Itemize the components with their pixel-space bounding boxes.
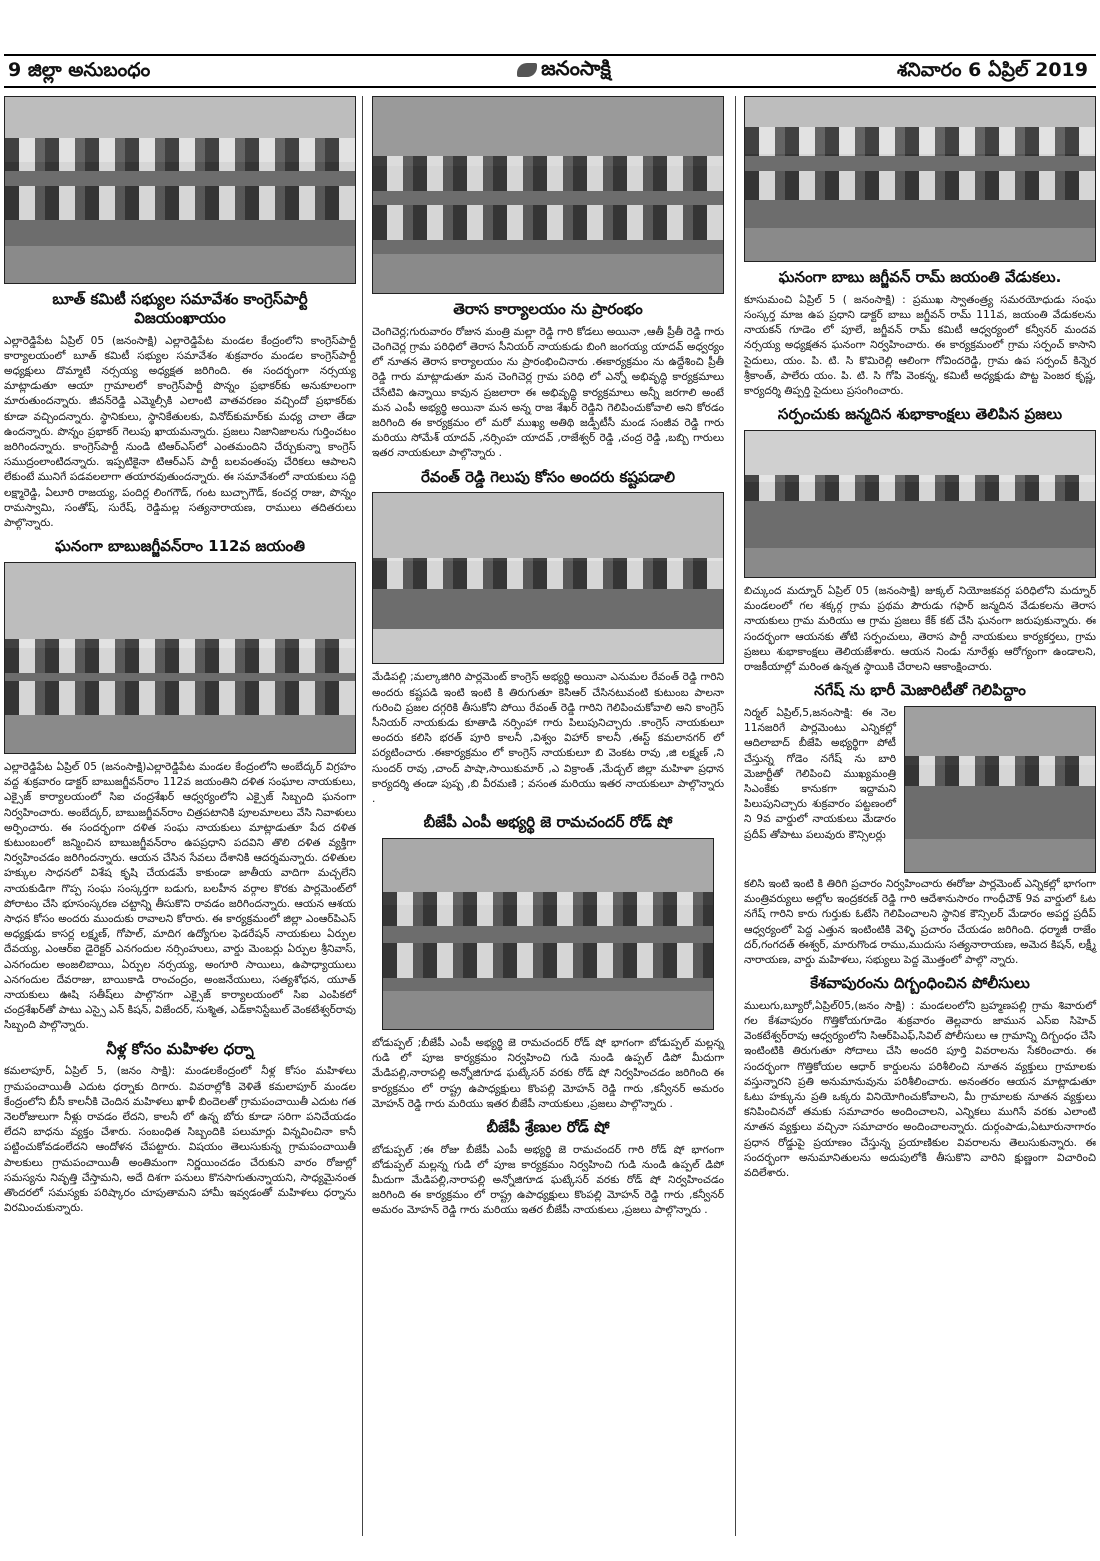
photo-booth-committee-meeting (4, 96, 356, 284)
article-body: మేడిపల్లి ;మల్కాజిగిరి పార్లమెంట్ కాంగ్రెస్ అభ్యర్థి అయినా ఎనుమల రేవంత్ రెడ్డి గారిని అందరు కష్టపడి ఇంటి ఇంటి కి తిరుగుతూ కెసిఆర్ చేసినటువంటి కుటుంబ పాలనా గురించి ప్రజల దగ్గరికి తీసుకోని పోయి రేవంత్ రెడ్డి గారిని గెలిపించుకోవాలి అని కాంగ్రెస్ సీనియర్ నాయకుడు కూతాడి నర్సింహా గారు పిలుపునిచ్చారు .కాంగ్రెస్ నాయకులూ అందరు కలిసి భరత్ పూరి కాలనీ ,విశ్వం విహార్ కాలనీ ,ఈస్ట్ కమలానగర్ లో పర్యటించారు .ఈకార్యక్రమం లో కాంగ్రెస్ నాయకులూ బి వెంకట రావు ,జి లక్ష్మణ్ ,ని సుందర్ రావు ,చాంద్ పాషా,సాయికుమార్ ,ఎ విక్రాంత్ ,మేడ్చల్ జిల్లా మహిళా ప్రధాన కార్యదర్శి తండా పుష్ప ,బి వీరమణి ; వసంత మరియు ఇతర నాయకులూ పాల్గొన్నారు . (372, 671, 724, 805)
article-body-wrap: నిర్మల్ ఏప్రిల్,5,జనంసాక్షి: ఈ నెల 11నజరిగే పార్లమెంటు ఎన్నికల్లో ఆదిలాబాద్ బీజేపి అభ్యర్థిగా పోటీ చేస్తున్న గోడెం నగేష్ ను బారి మెజార్టీతో గెలిపించి ముఖ్యమంత్రి సిఎంకేకు కానుకగా ఇద్దామని పిలుపునిచ్చారు శుక్రవారం పట్టణంలో ని 9వ వార్డులో నాయకులు మేడారం ప్రదీప్ తోపాటు పలువురు కౌన్సిలర్లు (744, 706, 896, 841)
headline: రేవంత్ రెడ్డి గెలుపు కోసం అందరు కష్టపడాలి (421, 467, 675, 486)
photo-babu-jagjivan-ram-event (744, 96, 1096, 262)
column-1 (4, 96, 356, 1220)
article-body: చెంగిచెర్ల;గురువారం రోజున మంత్రి మల్లా రెడ్డి గారి కోడలు అయినా ,ఆతీ ప్రీతీ రెడ్డి గారు చెంగిచెర్ల గ్రామ పరిధిలో తెరాస సీనియర్ నాయకుడు బింగి జంగయ్య యాదవ్ అధ్వర్యం లో నూతన తెరాస కార్యాలయం ను ప్రారంభించినారు .ఈకార్యక్రమం ను ఉద్దేశించి ప్రీతీ రెడ్డి గారు మాట్లాడుతూ మన చెంగిచెర్ల గ్రామ పరిధి లో ఎన్నో అభివృద్ధి కార్యక్రమాలు చేసేటివి ఉన్నాయి కావున ప్రజలారా ఈ అభివృద్ధి కార్యక్రమాలు అన్నీ జరగాలి అంటే మన ఎంపీ అభ్యర్థి అయినా మన అన్న రాజ శేఖర్ రెడ్డిని గెలిపించుకోవాలి అని కోరడం జరిగింది ఈ కార్యక్రమం లో మరో ముఖ్య అతిథి జడ్పీటీసీ మండ సంజీవ రెడ్డి గారు మరియు సోమేశ్ యాదవ్ ,నర్సింహ యాదవ్ ,రాజేశ్వర్ రెడ్డి ,చంద్ర రెడ్డి ,బబ్బి గారులు ఇతర నాయకులూ పాల్గొన్నారు . (372, 325, 724, 460)
article-body: ఎల్లారెడ్డిపేట ఏప్రిల్ 05 (జనంసాక్షి)ఎల్లారెడ్డిపేట మండల కేంద్రంలోని అంబేద్కర్ విగ్రహం వద్ద శుక్రవారం డాక్టర్ బాబుజగ్జీవన్‌రాం 112వ జయంతిని దళిత సంఘాల నాయకులు, ఎక్సైజ్ కార్యాలయంలో సిఐ చంద్రశేఖర్ ఆధ్వర్యంలోని ఎక్సైజ్ సిబ్బంది ఘనంగా నిర్వహించారు. అంబేద్కర్, బాబుజగ్జీవన్‌రాం చిత్రపటానికి పూలమాలలు వేసి నివాళులు అర్పించారు. ఈ సందర్భంగా దళిత సంఘ నాయకులు మాట్లాడుతూ పేద దళిత కుటుంబంలో జన్మించిన బాబుజగ్జీవన్‌రాం ఉపప్రధాని పదవిని తొలి దళిత వ్యక్తిగా నిర్వహించడం జరిగిందన్నారు. ఆయన చేసిన సేవలు దేశానికి ఆదర్శమన్నారు. దళితుల హక్కుల సాధనలో విశేష కృషి చేయడమే కాకుండా జాతీయ వాదిగా మచ్చలేని నాయకుడిగా గొప్ప సంఘ సంస్కర్తగా బడుగు, బలహీన వర్గాల కొరకు పార్లమెంట్‌లో పోరాటం చేసి భూసంస్కరణ చట్టాన్ని తీసుకొని రావడం జరిగిందన్నారు. ఆయన ఆశయ సాధన కోసం అందరు ముందుకు రావాలని కోరారు. ఈ కార్యక్రమంలో జిల్లా ఎంఆర్‌పిఎస్ అధ్యక్షుడు కాసర్ల లక్ష్మణ్, గోపాల్, మాదిగ ఉద్యోగుల ఫెడరేషన్ నాయకులు ఏర్పుల దేవయ్య, ఎంఆర్‌ఐ డైరెక్టర్ ఎనగందుల నర్సింహులు, వార్డు మెంబర్లు ఏర్పుల శ్రీనివాస్, ఎనగందుల అంజలిబాయి, ఏర్పుల నర్సయ్య, అంగూరి సాయిలు, ఉపాధ్యాయులు ఎనగందుల దేవరాజు, బాయికాడి రాంచంద్రం, అంజనేయులు, సత్యశోధన, యూత్ నాయకులు ఊషి సతీష్‌లు పాల్గొనగా ఎక్సైజ్ కార్యాలయంలో సిఐ ఎంపికలో చంద్రశేఖర్‌తో పాటు ఎస్సై ఎన్ కిషన్, విజేందర్, సుశ్మిత, ఎడ్‌కానిస్టేబుల్ వెంకటేశ్వర్‌రావు సిబ్బంది పాల్గొన్నారు. (4, 760, 356, 1032)
photo-congress-campaign (372, 492, 724, 664)
headline: బీజేపీ ఎంపీ అభ్యర్థి జె రామచందర్ రోడ్ షో (423, 813, 673, 832)
logo-icon (517, 63, 537, 77)
article-body: బోడుప్పల్ ;ఈ రోజు బీజేపీ ఎంపీ అభ్యర్థి జె రామచందర్ గారి రోడ్ షో భాగంగా బోడుప్పల్ మల్లన్న గుడి లో పూజ కార్యక్రమం నిర్వహించి గుడి నుండి ఉప్పల్ డిపో మీదుగా మేడిపల్లి,నారాపల్లి అన్నోజిగూడ ఘట్కేసర్ వరకు రోడ్ షో నిర్వహించడం జరిగింది ఈ కార్యక్రమం లో రాష్ట్ర ఉపాధ్యక్షులు కొంపల్లి మోహన్ రెడ్డి గారు ,కన్వీనర్ అమరం మోహన్ రెడ్డి గారు మరియు ఇతర బీజేపీ నాయకులు ,ప్రజలు పాల్గొన్నారు . (372, 1143, 724, 1217)
issue-date: శనివారం 6 ఏప్రిల్ 2019 (896, 59, 1088, 81)
headline: తెరాస కార్యాలయం ను ప్రారంభం (453, 300, 643, 318)
newspaper-logo (494, 56, 634, 85)
article-body: ఎల్లారెడ్డిపేట ఏప్రిల్ 05 (జనంసాక్షి) ఎల్లారెడ్డిపేట మండల కేంద్రంలోని కాంగ్రెస్‌పార్టీ కార్యాలయంలో బూత్ కమిటీ సభ్యుల సమావేశం శుక్రవారం మండల కాంగ్రెస్‌పార్టీ అధ్యక్షులు దొమ్మాటి నర్సయ్య అధ్యక్షత జరిగింది. ఈ సందర్భంగా నర్సయ్య మాట్లాడుతూ ఆయా గ్రామాలలో కాంగ్రెస్‌పార్టీ పొన్నం ప్రభాకర్‌కు అనుకూలంగా మారుతుందన్నారు. జీవన్‌రెడ్డి ఎమ్మెల్సీకి ఎలాంటి వాతవరణం వచ్చిందో ప్రభాకర్‌కు కూడా వచ్చిందన్నారు. స్థానికులు, స్థానికేతులకు, వినోద్‌కుమార్‌కు మధ్య చాలా తేడా ఉందన్నారు. పొన్నం ప్రభాకర్ గెలుపు ఖాయమన్నారు. ప్రజలు నిజానిజాలను గుర్తించటం జరిగిందన్నారు. కాంగ్రెస్‌పార్టీ నుండి టిఆర్‌ఎస్‌లో ఎంతమందిని చేర్చుకున్నా కాంగ్రెస్ సముద్రంలాంటిదన్నారు. ఇప్పటికైనా టిఆర్‌ఎస్ పార్టీ బలవంతంపు చేరికలు ఆపాలని లేకుంటే మునిగే పడవలలాగా తయారవుతుందన్నారు. ఈ సమావేశంలో నాయకులు సద్ది లక్ష్మారెడ్డి, ఏలూరి రాజయ్య, పందిర్ల లింగగౌడ్, గంట బుచ్చాగౌడ్, కంచర్ల రాజు, పొన్నం రామస్వామి, సంతోష్, సురేష్, రెడ్డిమల్ల సత్యనారాయణ, రాములు తదితరులు పాల్గొన్నారు. (4, 334, 356, 529)
photo-trs-office-opening (372, 96, 724, 294)
photo-jagjivan-ram-jayanthi (4, 562, 356, 754)
article-body: బోడుప్పల్ ;బీజేపీ ఎంపీ అభ్యర్థి జె రామచందర్ రోడ్ షో భాగంగా బోడుప్పల్ మల్లన్న గుడి లో పూజ కార్యక్రమం నిర్వహించి గుడి నుండి ఉప్పల్ డిపో మీదుగా మేడిపల్లి,నారాపల్లి అన్నోజిగూడ ఘట్కేసర్ వరకు రోడ్ షో నిర్వహించడం జరిగింది ఈ కార్యక్రమం లో రాష్ట్ర ఉపాధ్యక్షులు కొంపల్లి మోహన్ రెడ్డి గారు ,కన్వీనర్ అమరం మోహన్ రెడ్డి గారు మరియు ఇతర బీజేపీ నాయకులు ,ప్రజలు పాల్గొన్నారు . (372, 1036, 724, 1110)
page-section-label: 9 జిల్లా అనుబంధం (8, 59, 151, 81)
column-divider (735, 96, 736, 1536)
column-divider (362, 96, 363, 1536)
photo-nagesh-campaign (904, 706, 1096, 873)
masthead (4, 54, 1096, 88)
article-body: బిచ్కుంద మద్నూర్ ఏప్రిల్ 05 (జనంసాక్షి) జుక్కల్ నియోజకవర్గ పరిధిలోని మద్నూర్ మండలంలో గల శక్కర్గ గ్రామ ప్రథమ పౌరుడు గఫార్ జన్మదిన వేడుకలను తెరాస నాయకులు గ్రామ మరియు ఆ గ్రామ ప్రజలు కేక్ కట్ చేసి ఘనంగా జరుపుకున్నారు. ఈ సందర్భంగా ఆయనకు తోటి సర్పంచులు, తెరాస పార్టీ నాయకులు కార్యకర్తలు, గ్రామ ప్రజలు శుభాకాంక్షలు తెలియజేశారు. ఆయన నిండు నూరేళ్లు ఆరోగ్యంగా ఉండాలని, రాజకీయాల్లో మరింత ఉన్నత స్థాయికి చేరాలని ఆకాంక్షించారు. (744, 584, 1096, 673)
headline: ఘనంగా బాబుజగ్జీవన్‌రాం 112వ జయంతి (55, 537, 305, 556)
headline: సర్పంచుకు జన్మదిన శుభాకాంక్షలు తెలిపిన ప్రజలు (777, 405, 1063, 424)
headline: నగేష్ ను భారీ మెజారిటీతో గెలిపిద్దాం (814, 681, 1026, 700)
headline: నీళ్ల కోసం మహిళల ధర్నా (106, 1039, 254, 1058)
article-body: ములుగు,బ్యూరో,ఏప్రిల్05,(జనం సాక్షి) : మండలంలోని బ్రహ్మణపల్లి గ్రామ శివారులో గల కేశవాపురం గొత్తికోయగూడెం శుక్రవారం తెల్లవారు జామున ఎస్ఐ సిహెచ్ వెంకటేశ్వర్‌రావు ఆధ్వర్యంలోని సిఆర్‌పిఎఫ్,సివిల్ పోలీసులు ఆ గ్రామాన్ని దిగ్బంధం చేసి ఇంటింటికి తిరుగుతూ సోదాలు చేసి అందరి పూర్తి వివరాలను సేకరించారు. ఈ సందర్భంగా గొత్తికోయల ఆధార్ కార్డులను పరిశీలించి నూతన వ్యక్తులు గ్రామాలకు వస్తున్నారని ప్రతి అనుమానువును పరిశీలించారు. అనంతరం ఆయన మాట్లాడుతూ ఓటు హక్కును ప్రతి ఒక్కరు వినియోగించుకోవాలని, మీ గ్రామాలకు నూతన వ్యక్తులు కనిపించినచో తమకు సమాచారం అందించాలని, ఎన్నికలు ముగిసే వరకు ఎలాంటి నూతన వ్యక్తులు వచ్చినా సమాచారం అందించాలన్నారు. దుర్గంపాడు,ఏటూరునాగారం ప్రధాన రోడ్డుపై ప్రయాణం చేస్తున్న ప్రయాణికుల వివరాలను తెలుసుకున్నారు. ఈ సందర్భంగా అనుమానితులను అదుపులోకి తీసుకొని వారిని క్షుణ్ణంగా విచారించి వదిలేశారు. (744, 999, 1096, 1180)
photo-bjp-road-show (382, 838, 714, 1030)
column-3 (744, 96, 1096, 1185)
headline: ఘనంగా బాబు జగ్జీవన్ రామ్ జయంతి వేడుకలు. (778, 268, 1062, 286)
headline: బీజేపీ శ్రేణుల రోడ్ షో (486, 1117, 610, 1136)
column-2 (372, 96, 724, 1223)
photo-sarpanch-birthday (744, 430, 1096, 578)
headline: కేశవాపురంను దిగ్బంధించిన పోలీసులు (810, 974, 1030, 993)
headline: బూత్ కమిటీ సభ్యుల సమావేశం కాంగ్రెస్‌పార్టీ విజయంఖాయం (52, 290, 308, 327)
article-body: కమలాపూర్, ఏప్రిల్ 5, (జనం సాక్షి): మండలకేంద్రంలో నీళ్ల కోసం మహిళలు గ్రామపంచాయితీ ఎదుట ధర్నాకు దిగారు. వివరాల్లోకి వెళితే కమలాపూర్ మండల కేంద్రంలోని బీసీ కాలనీకి చెందిన మహిళలు ఖాళీ బిందెలతో గ్రామపంచాయితీ ఎదుట గత నెలరోజులుగా నీళ్లు రావడం లేదని, కాలనీ లో ఉన్న బోరు కూడా సరిగా పనిచేయడం లేదని బాధను వ్యక్తం చేశారు. సంబంధిత సిబ్బందికి పలుమార్లు విన్నవించినా కానీ పట్టించుకోవడంలేదని ఆందోళన చేపట్టారు. విషయం తెలుసుకున్న గ్రామపంచాయితీ పాలకులు గ్రామపంచాయితీ అంతిమంగా నిర్ణయించడం చేరుకుని వారం రోజుల్లో సమస్యను నివృత్తి చేస్తామని, అదే దిశగా పనులు కొనసాగుతున్నాయని, సాధ్యమైనంత తొందరలో సమస్యకు పరిష్కారం చూపుతామని హామీ ఇవ్వడంతో మహిళలు ధర్నాను విరమించుకున్నారు. (4, 1065, 356, 1215)
article-body: కలిసి ఇంటి ఇంటి కి తిరిగి ప్రచారం నిర్వహించారు ఈరోజు పార్లమెంట్ ఎన్నికల్లో భాగంగా మంత్రివర్యులు అల్లోల ఇంద్రకరణ్ రెడ్డి గారి ఆదేశానుసారం గాంధీచౌక్ 9వ వార్డులో ఓట నగేష్ గారిని కారు గుర్తుకు ఓటేసి గెలిపించాలని స్థానిక కౌన్సిలర్ మేడారం అపర్ణ ప్రదీప్ ఆధ్వర్యంలో పెద్ద ఎత్తున ఇంటింటికి వెళ్ళి ప్రచారం చేయడం జరిగింది. ధర్మాజీ రాజేం దర్,గంగదత్ ఈశ్వర్, మారుగొండ రాము,ముదుసు సత్యనారాయణ, అమెద కిషన్, లక్ష్మీ నారాయణ, వార్డు మహిళలు, సభ్యులు పెద్ద మొత్తంలో పాల్గొ న్నారు. (744, 877, 1096, 966)
newspaper-name: జనంసాక్షి (541, 56, 611, 80)
article-body: కూసుమంచి ఏప్రిల్ 5 ( జనంసాక్షి) : ప్రముఖ స్వాతంత్ర్య సమరయోధుడు సంఘ సంస్కర్త మాజ ఉప ప్రధాని డాక్టర్ బాబు జగ్జీవన్ రామ్ 111వ, జయంతి వేడుకలను నాయకన్ గూడెం లో పూలే, జగ్జీవన్ రామ్ కమిటీ ఆధ్వర్యంలో కన్వీనర్ మందవ నర్సయ్య అధ్యక్షతన ఘనంగా నిర్వహించారు. ఈ కార్యక్రమంలో గ్రామ సర్పంచ్ కాసాని సైదులు, యం. పి. టి. సి కొమిరెల్లి ఆలింగా గోవిందరెడ్డి, గ్రామ ఉప సర్పంచ్ కిన్నెర శ్రీకాంత్, పాలేరు యం. పి. టి. సి గోపి వెంకన్న, కమిటీ అధ్యక్షుడు పొట్ట పెంజర కృష్ణ, కార్యదర్శి తిప్పర్తి సైదులు ప్రసంగించారు. (744, 293, 1096, 397)
